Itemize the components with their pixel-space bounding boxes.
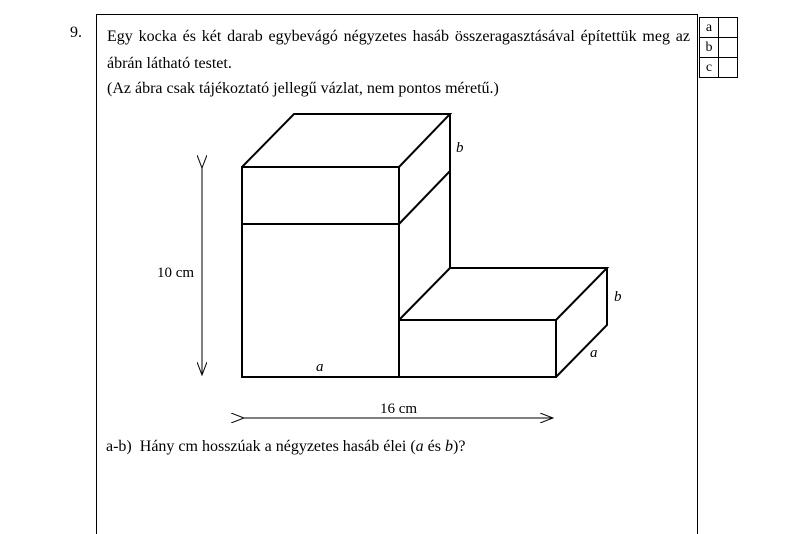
question-text xyxy=(106,436,465,458)
tall-block-lower-edge xyxy=(399,268,450,320)
label-a-bottom: a xyxy=(316,359,324,375)
tall-block-front xyxy=(242,167,399,377)
cube-side-edge xyxy=(399,171,450,224)
problem-number: 9. xyxy=(70,24,82,41)
question-end: )? xyxy=(452,438,466,455)
question-middle: és xyxy=(423,438,445,455)
question-prefix: a-b) xyxy=(106,438,132,455)
label-a-side: a xyxy=(590,345,598,361)
figure-note: (Az ábra csak tájékoztató jellegű vázlat, nem pontos méretű.) xyxy=(107,80,499,97)
label-b-right: b xyxy=(614,289,622,305)
label-height: 10 cm xyxy=(157,265,195,281)
question-start: Hány cm hosszúak a négyzetes hasáb élei ( xyxy=(139,438,416,455)
question-var-b: b xyxy=(444,438,453,455)
label-b-top: b xyxy=(456,140,464,156)
score-label-c: c xyxy=(700,58,719,78)
low-prism-side xyxy=(556,268,607,377)
low-prism-front xyxy=(399,320,556,377)
low-prism-top xyxy=(450,268,607,320)
question-var-a: a xyxy=(415,438,424,455)
problem-text: Egy kocka és két darab egybevágó négyzetes hasáb összeragasztásával építettük meg az ábrán látható testet. xyxy=(107,28,690,72)
score-label-a: a xyxy=(700,18,719,38)
top-face xyxy=(242,114,450,167)
solid-edges xyxy=(242,114,607,377)
score-label-b: b xyxy=(700,38,719,58)
label-width: 16 cm xyxy=(380,401,418,417)
